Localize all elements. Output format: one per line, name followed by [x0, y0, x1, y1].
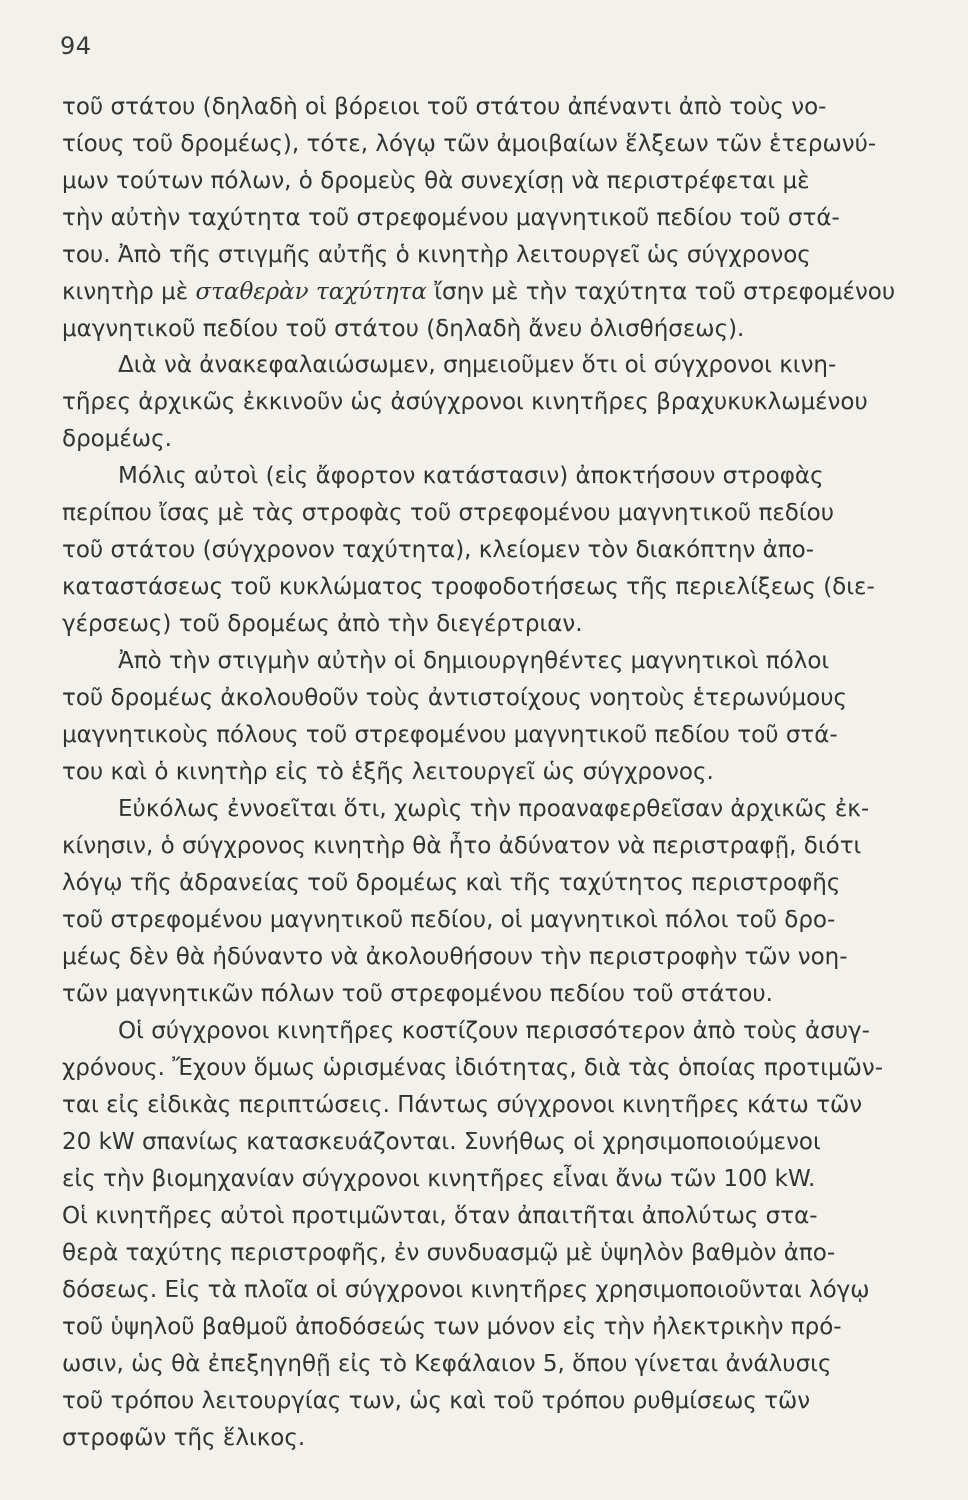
paragraph-start-line: Μόλις αὐτοὶ (εἰς ἄφορτον κατάστασιν) ἀποκτήσουν στροφὰς — [118, 463, 824, 489]
text-line: τῆρες ἀρχικῶς ἐκκινοῦν ὡς ἀσύγχρονοι κινητῆρες βραχυκυκλωμένου — [62, 389, 868, 415]
paragraph-start-line: Εὐκόλως ἐννοεῖται ὅτι, χωρὶς τὴν προαναφερθεῖσαν ἀρχικῶς ἐκ- — [118, 796, 870, 822]
italic-emphasis: σταθερὰν ταχύτητα — [195, 279, 427, 305]
text-line: λόγῳ τῆς ἀδρανείας τοῦ δρομέως καὶ τῆς ταχύτητος περιστροφῆς — [62, 870, 841, 896]
text-line: δρομέως. — [62, 426, 172, 452]
page-number: 94 — [60, 32, 92, 60]
text-line: χρόνους. Ἔχουν ὅμως ὡρισμένας ἰδιότητας, διὰ τὰς ὁποίας προτιμῶν- — [62, 1055, 884, 1081]
text-line: μαγνητικοὺς πόλους τοῦ στρεφομένου μαγνητικοῦ πεδίου τοῦ στά- — [62, 722, 838, 748]
paragraph-start-line: Ἀπὸ τὴν στιγμὴν αὐτὴν οἱ δημιουργηθέντες μαγνητικοὶ πόλοι — [118, 648, 830, 674]
text-line: του καὶ ὁ κινητὴρ εἰς τὸ ἑξῆς λειτουργεῖ ὡς σύγχρονος. — [62, 759, 714, 785]
text-line: μων τούτων πόλων, ὁ δρομεὺς θὰ συνεχίσῃ νὰ περιστρέφεται μὲ — [62, 168, 810, 194]
text-line: του. Ἀπὸ τῆς στιγμῆς αὐτῆς ὁ κινητὴρ λειτουργεῖ ὡς σύγχρονος — [62, 242, 811, 268]
text-line: εἰς τὴν βιομηχανίαν σύγχρονοι κινητῆρες εἶναι ἄνω τῶν 100 kW. — [62, 1166, 816, 1192]
paragraph-start-line: Οἱ σύγχρονοι κινητῆρες κοστίζουν περισσότερον ἀπὸ τοὺς ἀσυγ- — [118, 1018, 870, 1044]
text-line-with-emphasis — [62, 275, 922, 309]
text-line: περίπου ἴσας μὲ τὰς στροφὰς τοῦ στρεφομένου μαγνητικοῦ πεδίου — [62, 500, 835, 526]
text-line: τοῦ δρομέως ἀκολουθοῦν τοὺς ἀντιστοίχους νοητοὺς ἑτερωνύμους — [62, 685, 848, 711]
text-line: τοῦ στρεφομένου μαγνητικοῦ πεδίου, οἱ μαγνητικοὶ πόλοι τοῦ δρο- — [62, 907, 836, 933]
text-line: τοῦ ὑψηλοῦ βαθμοῦ ἀποδόσεώς των μόνον εἰς τὴν ἠλεκτρικὴν πρό- — [62, 1314, 842, 1340]
text-line: θερὰ ταχύτης περιστροφῆς, ἐν συνδυασμῷ μὲ ὑψηλὸν βαθμὸν ἀπο- — [62, 1240, 836, 1266]
text-line: τοῦ στάτου (δηλαδὴ οἱ βόρειοι τοῦ στάτου ἀπέναντι ἀπὸ τοὺς νο- — [62, 94, 827, 120]
text-line: Οἱ κινητῆρες αὐτοὶ προτιμῶνται, ὅταν ἀπαιτῆται ἀπολύτως στα- — [62, 1203, 818, 1229]
text-line: τὴν αὐτὴν ταχύτητα τοῦ στρεφομένου μαγνητικοῦ πεδίου τοῦ στά- — [62, 205, 840, 231]
text-line: τίους τοῦ δρομέως), τότε, λόγῳ τῶν ἀμοιβαίων ἕλξεων τῶν ἑτερωνύ- — [62, 131, 877, 157]
text-line: ται εἰς εἰδικὰς περιπτώσεις. Πάντως σύγχρονοι κινητῆρες κάτω τῶν — [62, 1092, 863, 1118]
text-line: δόσεως. Εἰς τὰ πλοῖα οἱ σύγχρονοι κινητῆρες χρησιμοποιοῦνται λόγῳ — [62, 1277, 870, 1303]
line-text-before: κινητὴρ μὲ — [62, 279, 196, 305]
text-line: τοῦ τρόπου λειτουργίας των, ὡς καὶ τοῦ τρόπου ρυθμίσεως τῶν — [62, 1388, 811, 1414]
text-line: κίνησιν, ὁ σύγχρονος κινητὴρ θὰ ἦτο ἀδύνατον νὰ περιστραφῇ, διότι — [62, 833, 862, 859]
text-line: καταστάσεως τοῦ κυκλώματος τροφοδοτήσεως τῆς περιελίξεως (διε- — [62, 574, 875, 600]
text-line: τοῦ στάτου (σύγχρονον ταχύτητα), κλείομεν τὸν διακόπτην ἀπο- — [62, 537, 815, 563]
text-line: γέρσεως) τοῦ δρομέως ἀπὸ τὴν διεγέρτριαν. — [62, 611, 583, 637]
text-line: μέως δὲν θὰ ἠδύναντο νὰ ἀκολουθήσουν τὴν περιστροφὴν τῶν νοη- — [62, 944, 848, 970]
text-line: ωσιν, ὡς θὰ ἐπεξηγηθῇ εἰς τὸ Κεφάλαιον 5, ὅπου γίνεται ἀνάλυσις — [62, 1351, 832, 1377]
paragraph-start-line: Διὰ νὰ ἀνακεφαλαιώσωμεν, σημειοῦμεν ὅτι οἱ σύγχρονοι κινη- — [118, 352, 837, 378]
line-text-after: ἴσην μὲ τὴν ταχύτητα τοῦ στρεφομένου — [426, 279, 896, 305]
text-line: 20 kW σπανίως κατασκευάζονται. Συνήθως οἱ χρησιμοποιούμενοι — [62, 1129, 821, 1155]
text-line: μαγνητικοῦ πεδίου τοῦ στάτου (δηλαδὴ ἄνευ ὀλισθήσεως). — [62, 316, 745, 342]
text-line: στροφῶν τῆς ἕλικος. — [62, 1425, 306, 1451]
text-line: τῶν μαγνητικῶν πόλων τοῦ στρεφομένου πεδίου τοῦ στάτου. — [62, 981, 773, 1007]
